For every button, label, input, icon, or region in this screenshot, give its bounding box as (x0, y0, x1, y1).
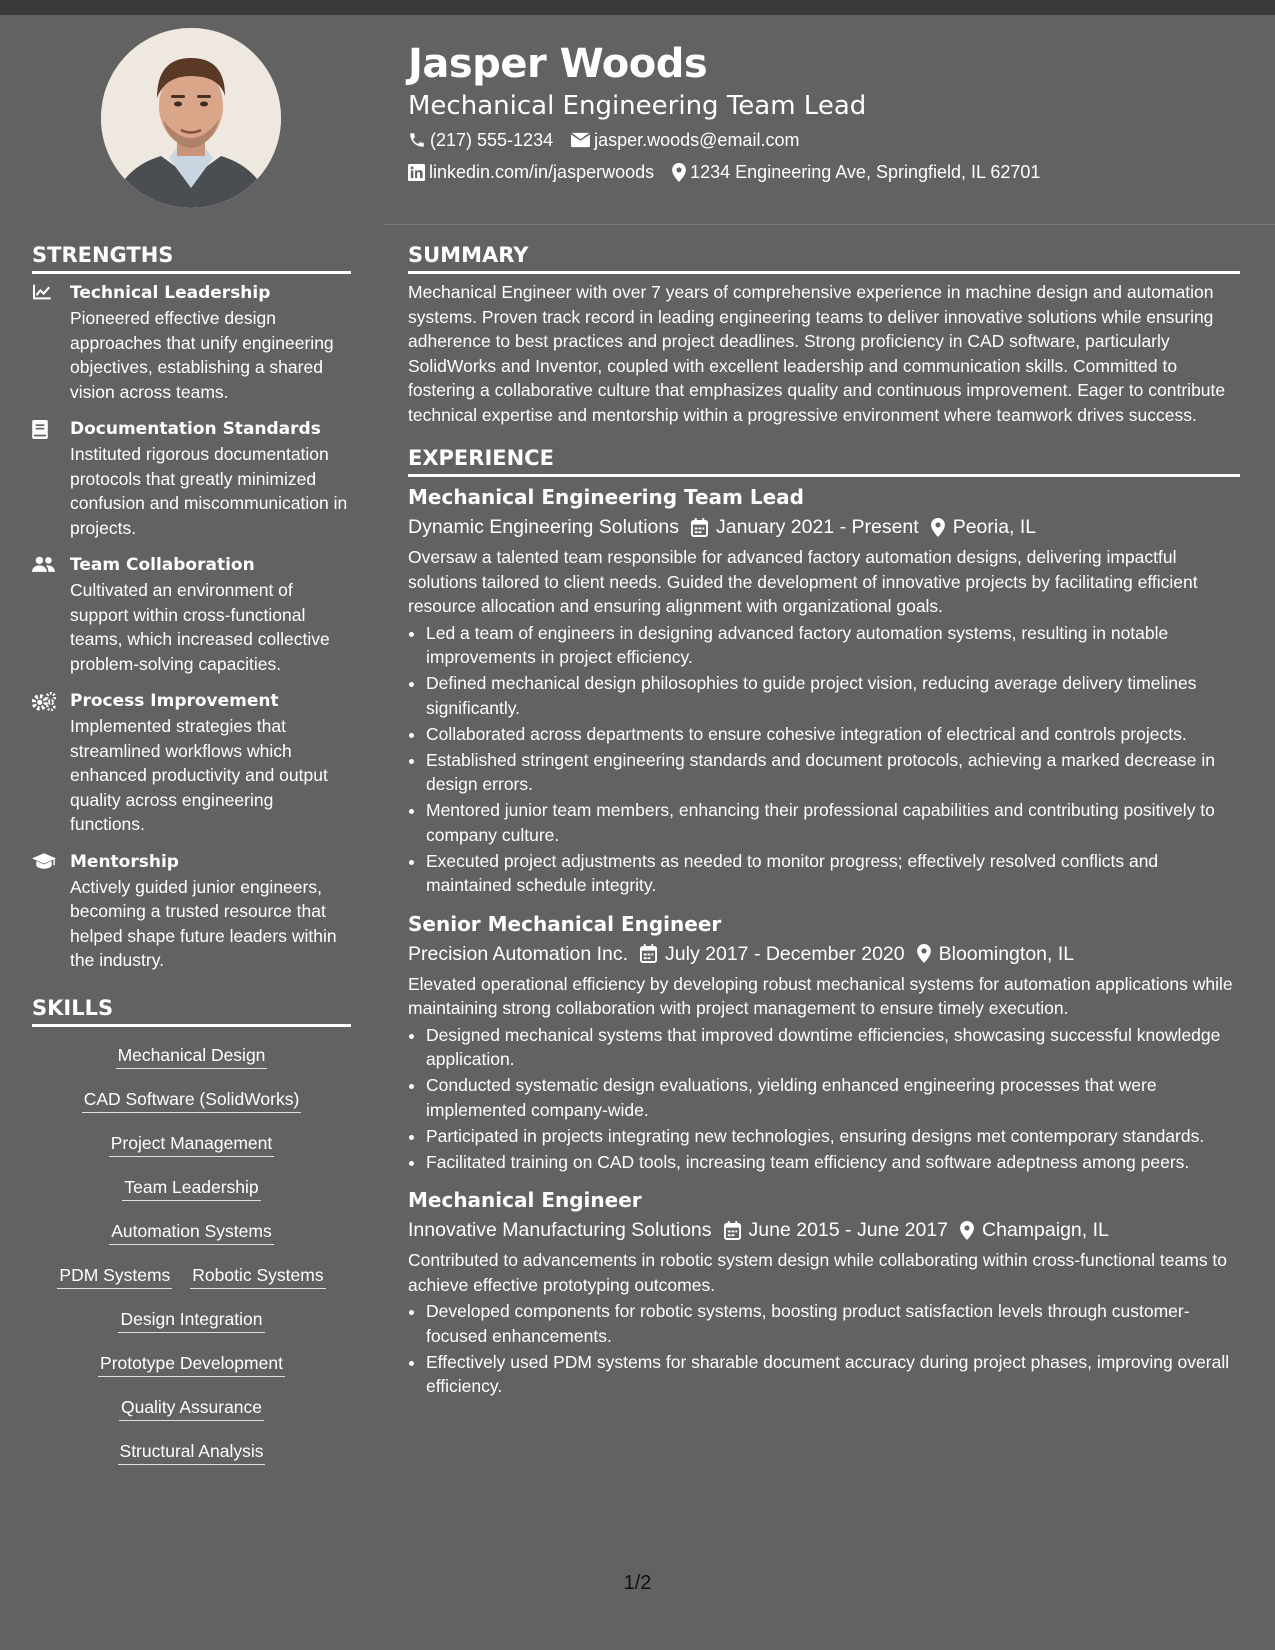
job-bullet: • Facilitated training on CAD tools, increasing team efficiency and software adeptness among peers. (426, 1150, 1240, 1175)
job-role: Mechanical Engineering Team Lead (408, 485, 804, 509)
contact-row-2 (408, 156, 1248, 188)
strength-description: Cultivated an environment of support within cross-functional teams, which increased collective problem-solving capacities. (70, 580, 330, 674)
graduation-cap-icon (32, 853, 56, 869)
strength-description: Actively guided junior engineers, becoming a trusted resource that helped shape future leaders within the industry. (70, 876, 337, 970)
job-dates (724, 1214, 949, 1246)
skill-tag: Team Leadership (122, 1175, 260, 1201)
summary-text: Mechanical Engineer with over 7 years of comprehensive experience in machine design and automation systems. Proven track record in leading engineering teams to deliver innovative solutions while ensuring adherence to best practices and project deadlines. Strong proficiency in CAD software, particularly SolidWorks and Inventor, coupled with excellent leadership and communication skills. Committed to fostering a collaborative culture that emphasizes quality and continuous improvement. Eager to contribute technical expertise and mentorship within a progressive environment where teamwork drives success. (408, 282, 1226, 425)
job-location (960, 1214, 1109, 1246)
email-contact[interactable] (571, 124, 799, 156)
job-description: Oversaw a talented team responsible for advanced factory automation designs, delivering impactful solutions tailored to client needs. Guided the development of innovative projects by facilitating efficient resource allocation and ensuring alignment with organizational goals. (408, 547, 1198, 616)
strength-description: Pioneered effective design approaches that unify engineering objectives, establishing a shared vision across teams. (70, 308, 334, 402)
strength-title: Technical Leadership (70, 283, 271, 303)
job-role: Mechanical Engineer (408, 1188, 642, 1212)
strengths-heading: STRENGTHS (32, 240, 351, 274)
job-bullets (408, 621, 1240, 898)
job-location-text: Champaign, IL (982, 1219, 1109, 1241)
skill-tag: Quality Assurance (119, 1395, 264, 1421)
job-dates-text: July 2017 - December 2020 (665, 942, 905, 965)
job-entry (408, 483, 1240, 898)
job-location-text: Peoria, IL (952, 516, 1037, 538)
address-contact (672, 156, 1040, 188)
page-number: 1/2 (623, 1572, 652, 1594)
summary-heading: SUMMARY (408, 240, 1240, 274)
job-meta (408, 1214, 1240, 1246)
job-bullet: • Collaborated across departments to ensure cohesive integration of electrical and controls projects. (426, 722, 1240, 747)
calendar-icon (691, 518, 708, 537)
skill-tag: Automation Systems (109, 1219, 273, 1245)
linkedin-icon (408, 164, 425, 181)
top-bar (0, 0, 1275, 15)
phone-contact[interactable] (408, 124, 553, 156)
skill-tag: CAD Software (SolidWorks) (82, 1087, 302, 1113)
strength-title: Documentation Standards (70, 419, 321, 439)
address-text: 1234 Engineering Ave, Springfield, IL 62701 (690, 162, 1041, 182)
strength-description: Instituted rigorous documentation protocols that greatly minimized confusion and miscommunication in projects. (70, 444, 348, 538)
strength-item (32, 416, 351, 540)
company-name: Dynamic Engineering Solutions (408, 516, 679, 538)
job-entry (408, 910, 1240, 1175)
map-marker-icon (960, 1221, 974, 1240)
skills-section (32, 993, 351, 1477)
envelope-icon (571, 132, 590, 148)
strength-item (32, 688, 351, 837)
skill-tag: Project Management (109, 1131, 274, 1157)
map-marker-icon (931, 518, 945, 537)
job-bullet: • Led a team of engineers in designing advanced factory automation systems, resulting in notable improvements in project efficiency. (426, 621, 1240, 670)
phone-text: (217) 555-1234 (430, 130, 554, 150)
job-bullet: • Mentored junior team members, enhancing their professional capabilities and contributing positively to company culture. (426, 798, 1240, 847)
linkedin-text: linkedin.com/in/jasperwoods (429, 162, 655, 182)
job-dates-text: January 2021 - Present (715, 516, 919, 538)
job-meta (408, 511, 1240, 543)
job-role: Senior Mechanical Engineer (408, 911, 722, 936)
job-bullet: • Participated in projects integrating new technologies, ensuring designs met contemporary standards. (426, 1124, 1240, 1149)
sidebar (32, 240, 351, 1477)
book-icon (32, 420, 48, 439)
skills-heading: SKILLS (32, 993, 351, 1027)
job-meta (408, 938, 1240, 970)
job-description: Contributed to advancements in robotic system design while collaborating within cross-functional teams to achieve effective prototyping outcomes. (408, 1250, 1228, 1295)
strength-title: Mentorship (70, 851, 179, 872)
job-bullet: • Effectively used PDM systems for sharable document accuracy during project phases, improving overall efficiency. (426, 1350, 1240, 1399)
phone-icon (408, 131, 426, 149)
job-bullet: • Developed components for robotic systems, boosting product satisfaction levels through customer-focused enhancements. (426, 1299, 1240, 1348)
resume-header (408, 38, 1248, 188)
job-bullets (408, 1023, 1240, 1175)
job-dates-text: June 2015 - June 2017 (748, 1219, 949, 1241)
job-bullets (408, 1299, 1240, 1399)
skill-tag: Robotic Systems (190, 1263, 325, 1289)
candidate-title: Mechanical Engineering Team Lead (408, 91, 867, 121)
email-text: jasper.woods@email.com (594, 130, 800, 150)
experience-heading: EXPERIENCE (408, 443, 1240, 477)
map-marker-icon (917, 944, 931, 963)
job-bullet: • Designed mechanical systems that improved downtime efficiencies, showcasing successful knowledge application. (426, 1023, 1240, 1072)
job-entry (408, 1186, 1240, 1399)
company-name: Precision Automation Inc. (408, 942, 629, 965)
linkedin-contact[interactable] (408, 156, 654, 188)
skill-tag: Mechanical Design (116, 1043, 268, 1069)
chart-line-icon (32, 284, 52, 300)
job-dates (691, 511, 919, 543)
strength-title: Team Collaboration (70, 555, 255, 575)
avatar (101, 28, 281, 208)
main-column (408, 240, 1240, 1411)
job-dates (640, 938, 905, 970)
skills-list (32, 1033, 351, 1477)
job-bullet: • Conducted systematic design evaluations, yielding enhanced engineering processes that were implemented company-wide. (426, 1073, 1240, 1122)
strength-description: Implemented strategies that streamlined workflows which enhanced productivity and output quality across engineering functions. (70, 716, 328, 834)
job-bullet: • Defined mechanical design philosophies to guide project vision, reducing average delivery timelines significantly. (426, 671, 1240, 720)
strength-item (32, 849, 351, 973)
calendar-icon (640, 944, 657, 963)
job-location-text: Bloomington, IL (938, 942, 1075, 965)
profile-photo (101, 28, 281, 208)
skill-tag: PDM Systems (57, 1263, 172, 1289)
job-description: Elevated operational efficiency by developing robust mechanical systems for automation applications while maintaining strong collaboration with project management to ensure timely execution. (408, 973, 1233, 1018)
job-location (931, 511, 1036, 543)
skill-tag: Prototype Development (98, 1351, 285, 1377)
strength-title: Process Improvement (70, 691, 279, 711)
company-name: Innovative Manufacturing Solutions (408, 1219, 712, 1241)
map-marker-icon (672, 163, 686, 182)
skill-tag: Structural Analysis (118, 1439, 266, 1465)
candidate-name: Jasper Woods (408, 41, 708, 87)
strength-item (32, 280, 351, 404)
calendar-icon (724, 1221, 741, 1240)
header-divider (384, 224, 1275, 225)
skill-tag: Design Integration (118, 1307, 264, 1333)
users-icon (32, 556, 55, 573)
job-bullet: • Established stringent engineering standards and document protocols, achieving a marked decrease in design errors. (426, 748, 1240, 797)
contact-row-1 (408, 124, 1248, 156)
gears-icon (32, 692, 56, 711)
job-bullet: • Executed project adjustments as needed to monitor progress; effectively resolved conflicts and maintained schedule integrity. (426, 849, 1240, 898)
job-location (917, 938, 1075, 970)
strength-item (32, 552, 351, 676)
